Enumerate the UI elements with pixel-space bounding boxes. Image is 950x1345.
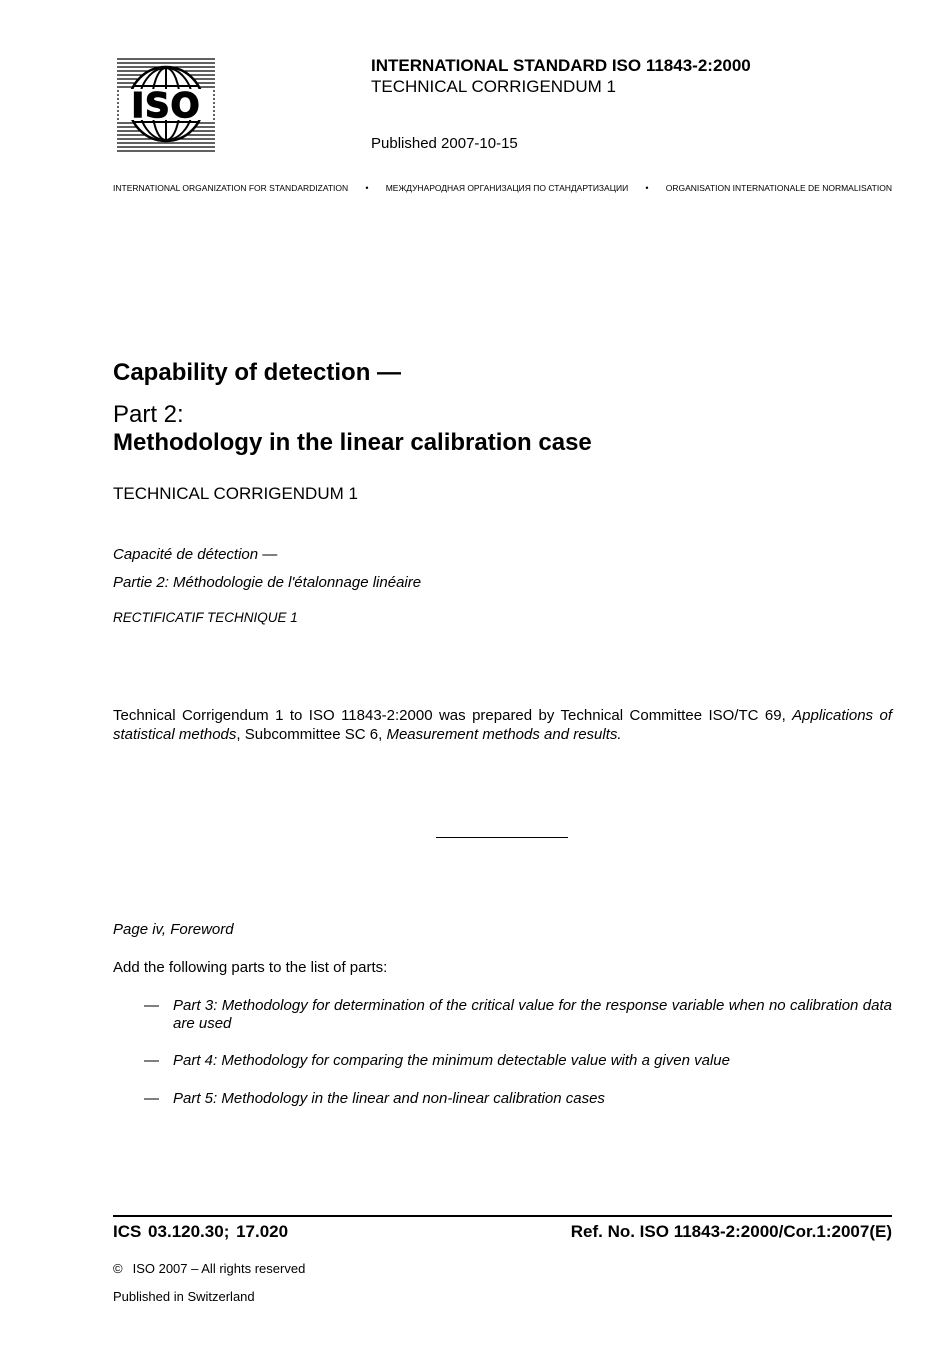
list-item-text: Part 4: Methodology for comparing the minimum detectable value with a given value — [173, 1052, 730, 1069]
corrigendum-subtitle: TECHNICAL CORRIGENDUM 1 — [371, 77, 616, 96]
published-date: Published 2007-10-15 — [371, 135, 518, 152]
published-in: Published in Switzerland — [113, 1289, 255, 1304]
list-item-text: Part 3: Methodology for determination of the critical value for the response variable when no calibration data are used — [173, 997, 892, 1032]
org-name-english: INTERNATIONAL ORGANIZATION FOR STANDARDIZATION — [113, 183, 349, 193]
org-name-russian: МЕЖДУНАРОДНАЯ ОРГАНИЗАЦИЯ ПО СТАНДАРТИЗАЦИИ — [385, 183, 629, 193]
preparation-paragraph — [113, 706, 892, 744]
org-name-french: ORGANISATION INTERNATIONALE DE NORMALISATION — [665, 183, 892, 193]
svg-text:ISO: ISO — [131, 86, 201, 126]
prep-italic-committee: Applications of statistical methods — [113, 707, 892, 743]
copyright-line — [113, 1261, 305, 1277]
corrigendum-label: TECHNICAL CORRIGENDUM 1 — [113, 484, 358, 503]
prep-text: , Subcommittee SC 6, — [236, 726, 387, 743]
bullet-separator: • — [365, 183, 369, 193]
list-item — [144, 997, 892, 1033]
french-title-line3: RECTIFICATIF TECHNIQUE 1 — [113, 610, 298, 625]
french-title-line2: Partie 2: Méthodologie de l'étalonnage linéaire — [113, 574, 422, 591]
iso-globe-logo-icon — [117, 56, 215, 152]
standard-title: INTERNATIONAL STANDARD ISO 11843-2:2000 — [371, 56, 751, 75]
amendment-instruction: Add the following parts to the list of parts: — [113, 959, 388, 976]
part-label: Part 2: — [113, 401, 184, 428]
main-title: Capability of detection — — [113, 359, 402, 386]
list-item-text: Part 5: Methodology in the linear and non-linear calibration cases — [173, 1090, 605, 1107]
list-item — [144, 1052, 892, 1070]
list-dash: — — [144, 1052, 159, 1069]
page-reference: Page iv, Foreword — [113, 921, 234, 938]
list-dash: — — [144, 997, 159, 1014]
prep-text: Technical Corrigendum 1 to ISO 11843-2:2000 was prepared by Technical Committee ISO/TC 69, — [113, 707, 793, 724]
list-item — [144, 1090, 892, 1108]
section-divider — [436, 837, 568, 838]
footer-rule — [113, 1215, 892, 1217]
french-title-line1: Capacité de détection — — [113, 546, 278, 563]
copyright-icon: © — [113, 1261, 123, 1276]
prep-italic-subcommittee: Measurement methods and results. — [386, 726, 622, 743]
organization-line — [113, 183, 892, 194]
part-title: Methodology in the linear calibration case — [113, 429, 592, 456]
reference-number: Ref. No. ISO 11843-2:2000/Cor.1:2007(E) — [570, 1222, 892, 1241]
list-dash: — — [144, 1090, 159, 1107]
bullet-separator: • — [645, 183, 649, 193]
ics-code: ICS 03.120.30; 17.020 — [113, 1222, 289, 1241]
iso-logo — [117, 56, 215, 152]
copyright-text: ISO 2007 – All rights reserved — [132, 1261, 306, 1276]
